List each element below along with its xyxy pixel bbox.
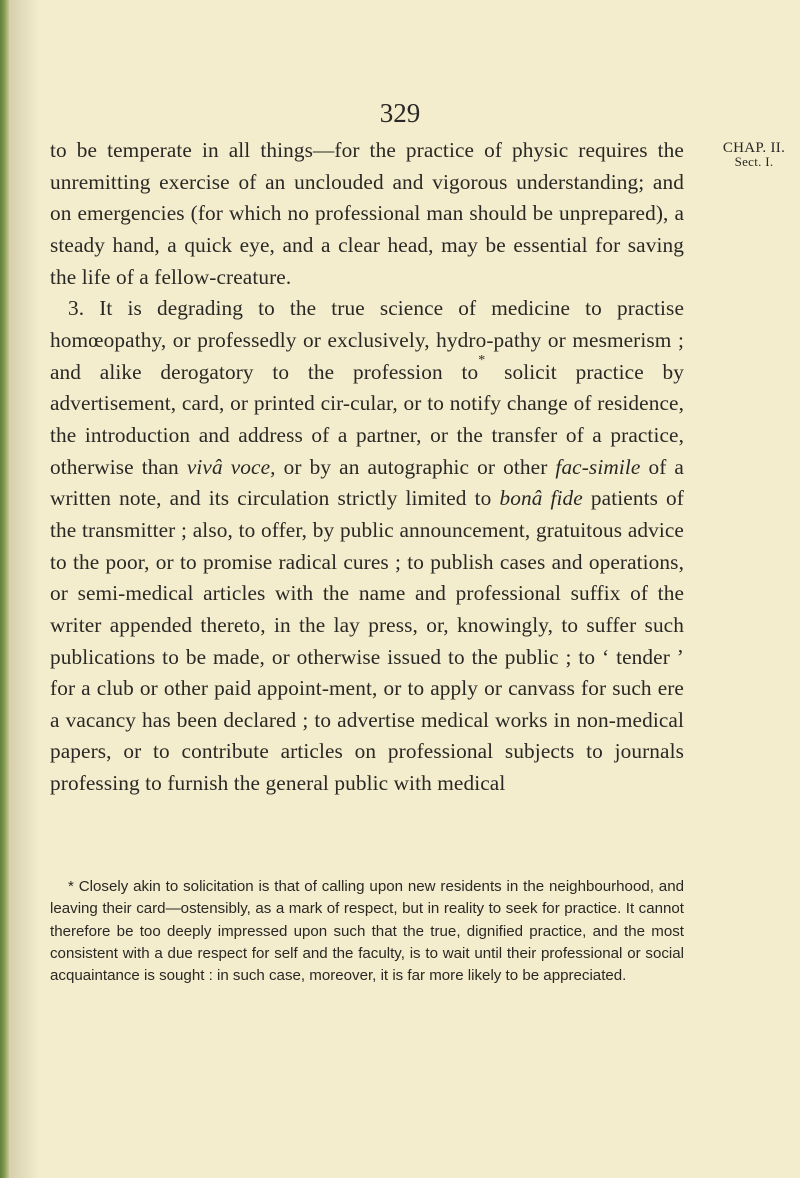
footnote-paragraph [50, 876, 684, 987]
section-label: Sect. I. [734, 154, 774, 169]
chapter-label: CHAP. II. [722, 140, 786, 156]
paragraph-2-part-b: or by an autographic or other [275, 454, 556, 479]
margin-note [713, 141, 795, 169]
footnote [50, 876, 684, 987]
footnote-reference-mark: * [478, 352, 486, 368]
body-text [50, 135, 684, 800]
paragraph-2-intro: 3. It is degrading to the true science of medicine to practise homœopathy, or professedly or exclusively, hydro-pathy or mesmerism ; and alike derogatory to the profession to [50, 296, 684, 384]
italic-viva-voce: vivâ voce, [186, 454, 276, 479]
page-number: 329 [379, 98, 421, 128]
paragraph-2-part-c: of a written note, and its circulation strictly limited to [50, 454, 684, 511]
italic-fac-simile: fac-simile [555, 454, 641, 479]
footnote-text: Closely akin to solicitation is that of calling upon new residents in the neighbourhood, and leaving their card—ostensibly, as a mark of respect, but in reality to seek for practice. It cannot therefore be too deeply impressed upon such that the true, dignified practice, and the most consistent with a due respect for self and the faculty, is to wait until their professional or social acquaintance is sought : in such case, moreover, it is far more likely to be appreciated. [50, 878, 684, 985]
paragraph-2-part-a: solicit practice by advertisement, card, or printed cir-cular, or to notify change of residence, the introduction and address of a partner, or the transfer of a practice, otherwise than [50, 359, 684, 479]
paragraph-1: to be temperate in all things—for the practice of physic requires the unremitting exercise of an unclouded and vigorous understanding; and on emergencies (for which no professional man should be unprepared), a steady hand, a quick eye, and a clear head, may be essential for saving the life of a fellow-creature. [50, 138, 684, 289]
footnote-mark: * [68, 878, 74, 895]
page-gutter-shadow [9, 0, 39, 1178]
italic-bona-fide: bonâ fide [499, 486, 583, 511]
paragraph-2 [50, 293, 684, 800]
paragraph-2-part-d: patients of the transmitter ; also, to offer, by public announcement, gratuitous advice to the poor, or to promise radical cures ; to publish cases and operations, or semi-medical articles with the name and professional suffix of the writer appended thereto, in the lay press, or, knowingly, to suffer such publications to be made, or otherwise issued to the public ; to ‘ tender ’ for a club or other paid appoint-ment, or to apply or canvass for such ere a vacancy has been declared ; to advertise medical works in non-medical papers, or to contribute articles on professional subjects to journals professing to furnish the general public with medical [50, 486, 684, 796]
book-spine-edge [0, 0, 9, 1178]
